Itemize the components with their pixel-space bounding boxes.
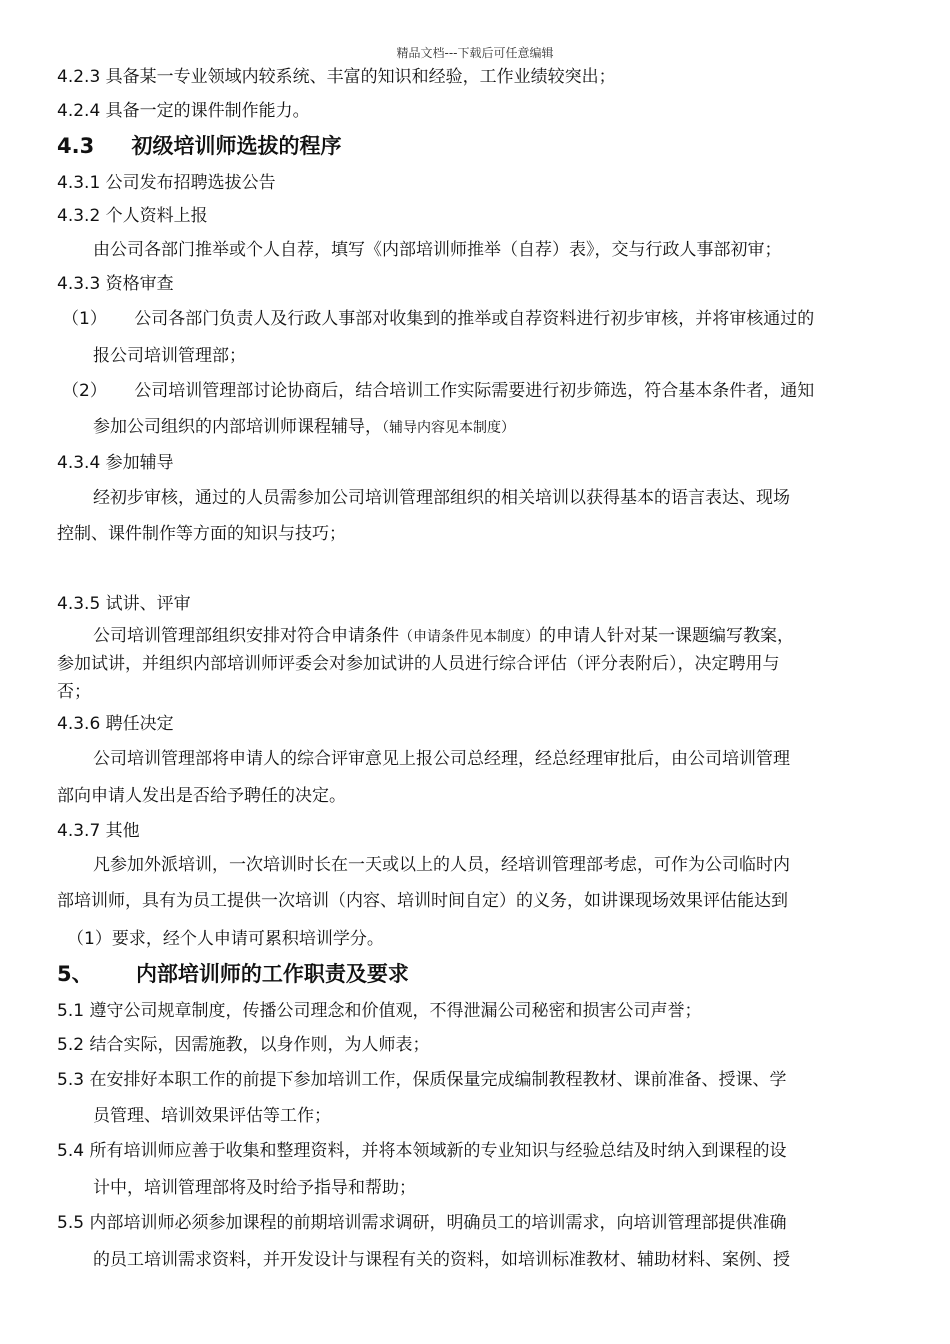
list-item — [62, 380, 814, 402]
text-line: 5.4 所有培训师应善于收集和整理资料，并将本领域新的专业知识与经验总结及时纳入到课程的设 — [57, 1141, 787, 1161]
text-line: 4.3.7 其他 — [57, 821, 140, 841]
text-line: 4.3.1 公司发布招聘选拔公告 — [57, 173, 276, 193]
section-number: 4.3 — [57, 134, 95, 158]
text-line — [93, 625, 794, 648]
text-line: 4.3.6 聘任决定 — [57, 714, 174, 734]
text-line: 4.2.3 具备某一专业领域内较系统、丰富的知识和经验，工作业绩较突出； — [57, 67, 616, 87]
text-line: 计中，培训管理部将及时给予指导和帮助； — [93, 1178, 416, 1198]
list-text: 公司培训管理部讨论协商后，结合培训工作实际需要进行初步筛选，符合基本条件者，通知 — [134, 381, 815, 401]
text-line: 4.2.4 具备一定的课件制作能力。 — [57, 101, 310, 121]
section-title: 内部培训师的工作职责及要求 — [135, 962, 409, 986]
section-number: 5、 — [57, 962, 93, 986]
text-line: 经初步审核，通过的人员需参加公司培训管理部组织的相关培训以获得基本的语言表达、现场 — [93, 488, 790, 508]
list-text: 公司各部门负责人及行政人事部对收集到的推举或自荐资料进行初步审核，并将审核通过的 — [134, 309, 815, 329]
text-line: 报公司培训管理部； — [93, 346, 246, 366]
text-line: 否； — [57, 682, 91, 702]
list-item — [62, 308, 814, 330]
text-line: 由公司各部门推举或个人自荐，填写《内部培训师推举（自荐）表》，交与行政人事部初审； — [93, 240, 782, 260]
section-heading-4-3 — [57, 133, 342, 159]
page-header: 精品文档---下载后可任意编辑 — [396, 46, 554, 60]
text-line: 4.3.2 个人资料上报 — [57, 206, 208, 226]
text-line — [93, 416, 515, 439]
text-line: 4.3.5 试讲、评审 — [57, 594, 191, 614]
text-run: 参加公司组织的内部培训师课程辅导， — [93, 417, 382, 437]
note-text: （辅导内容见本制度） — [382, 420, 515, 436]
list-number: （1） — [62, 309, 107, 329]
text-line: 的员工培训需求资料，并开发设计与课程有关的资料，如培训标准教材、辅助材料、案例、授 — [93, 1250, 790, 1270]
text-run: 的申请人针对某一课题编写教案， — [539, 626, 794, 646]
list-number: （2） — [62, 381, 107, 401]
text-line: 5.5 内部培训师必须参加课程的前期培训需求调研，明确员工的培训需求，向培训管理部提供准确 — [57, 1213, 787, 1233]
text-run: 公司培训管理部组织安排对符合申请条件 — [93, 626, 399, 646]
text-line: 4.3.3 资格审查 — [57, 274, 174, 294]
text-line: 部向申请人发出是否给予聘任的决定。 — [57, 786, 346, 806]
note-text: （申请条件见本制度） — [399, 629, 539, 645]
text-line: 5.3 在安排好本职工作的前提下参加培训工作，保质保量完成编制教程教材、课前准备、授课、学 — [57, 1070, 787, 1090]
text-line: 5.1 遵守公司规章制度，传播公司理念和价值观，不得泄漏公司秘密和损害公司声誉； — [57, 1001, 702, 1021]
text-line: 凡参加外派培训，一次培训时长在一天或以上的人员，经培训管理部考虑，可作为公司临时内 — [93, 855, 790, 875]
text-line: 员管理、培训效果评估等工作； — [93, 1106, 331, 1126]
text-line: 5.2 结合实际，因需施教，以身作则，为人师表； — [57, 1035, 430, 1055]
section-title: 初级培训师选拔的程序 — [131, 134, 342, 158]
text-line: 参加试讲，并组织内部培训师评委会对参加试讲的人员进行综合评估（评分表附后），决定聘用与 — [57, 654, 780, 674]
text-line: 部培训师，具有为员工提供一次培训（内容、培训时间自定）的义务，如讲课现场效果评估能达到 — [57, 891, 788, 911]
text-line: 控制、课件制作等方面的知识与技巧； — [57, 524, 346, 544]
text-line: （1）要求，经个人申请可累积培训学分。 — [67, 929, 384, 949]
section-heading-5 — [57, 961, 409, 987]
text-line: 4.3.4 参加辅导 — [57, 453, 174, 473]
text-line: 公司培训管理部将申请人的综合评审意见上报公司总经理，经总经理审批后，由公司培训管理 — [93, 749, 790, 769]
